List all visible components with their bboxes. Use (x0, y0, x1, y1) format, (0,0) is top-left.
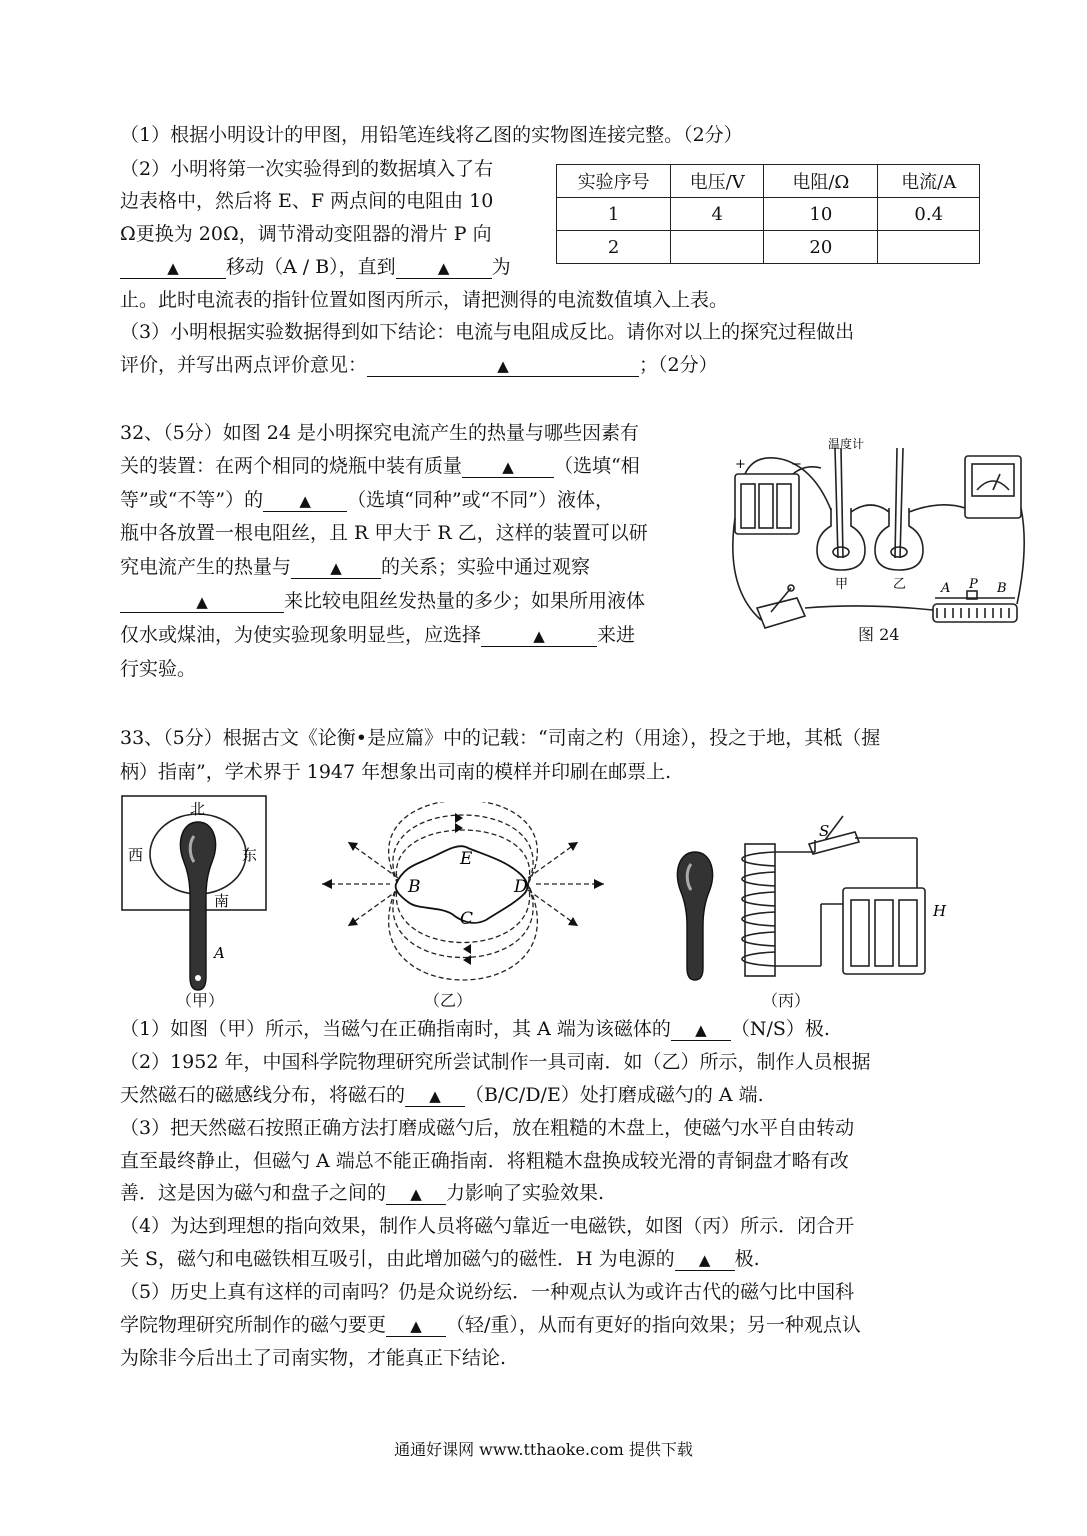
q31-part3-line1: （3）小明根据实验数据得到如下结论：电流与电阻成反比。请你对以上的探究过程做出 (120, 321, 855, 343)
rheostat-a-label: A (941, 581, 951, 596)
q31-part3-line2: 评价，并写出两点评价意见： ▲ ；（2分） (120, 354, 718, 376)
north-label: 北 (190, 800, 206, 818)
flask-yi-label: 乙 (893, 577, 907, 592)
q33-part1: （1）如图（甲）所示，当磁勺在正确指南时，其 A 端为该磁体的 ▲ （N/S）极. (120, 1018, 830, 1040)
q33-part5-line1: （5）历史上真有这样的司南吗？仍是众说纷纭．一种观点认为或许古代的磁勺比中国科 (120, 1281, 855, 1303)
point-c-label: C (460, 909, 474, 929)
west-label: 西 (128, 846, 144, 864)
q33-part2-line1: （2）1952 年，中国科学院物理研究所尝试制作一具司南．如（乙）所示，制作人员根据 (120, 1051, 871, 1073)
q32-line7: 仅水或煤油，为使实验现象明显些，应选择 ▲ 来进 (120, 624, 636, 646)
q33-part3-line1: （3）把天然磁石按照正确方法打磨成磁勺后，放在粗糙的木盘上，使磁勺水平自由转动 (120, 1117, 855, 1139)
point-b-label: B (408, 877, 421, 897)
q33-part3-line3: 善．这是因为磁勺和盘子之间的 ▲ 力影响了实验效果. (120, 1182, 605, 1204)
battery-minus-label: − (791, 457, 802, 472)
south-label: 南 (214, 892, 230, 910)
q31-part2-line2: 边表格中，然后将 E、F 两点间的电阻由 10 (120, 190, 494, 212)
q33-part4-line2: 关 S，磁勺和电磁铁相互吸引，由此增加磁勺的磁性．H 为电源的 ▲ 极. (120, 1248, 760, 1270)
battery-plus-label: + (735, 457, 746, 472)
table-cell: 0.4 (878, 198, 980, 231)
figure-jia-stamp (118, 792, 272, 1014)
answer-blank[interactable]: ▲ (386, 1314, 446, 1337)
figure-jia-caption: （甲） (176, 991, 225, 1010)
flask-jia-label: 甲 (835, 577, 849, 592)
q33-line1: 33、（5分）根据古文《论衡•是应篇》中的记载：“司南之杓（用途），投之于地，其柢（握 (120, 727, 881, 749)
table-cell: 10 (764, 198, 878, 231)
table-cell: 2 (557, 231, 671, 264)
answer-blank[interactable]: ▲ (386, 1182, 446, 1205)
table-header: 电流/A (878, 165, 980, 198)
q33-part4-line1: （4）为达到理想的指向效果，制作人员将磁勺靠近一电磁铁，如图（丙）所示．闭合开 (120, 1215, 855, 1237)
q33-part5-line3: 为除非今后出土了司南实物，才能真正下结论. (120, 1347, 507, 1369)
figure-24-caption: 图 24 (858, 625, 900, 644)
q31-part2-line3: Ω更换为 20Ω，调节滑动变阻器的滑片 P 向 (120, 223, 492, 245)
answer-blank[interactable]: ▲ (671, 1018, 731, 1041)
data-table (556, 164, 980, 264)
table-cell[interactable] (671, 231, 764, 264)
answer-blank[interactable]: ▲ (263, 489, 347, 512)
q33-part2-line2: 天然磁石的磁感线分布，将磁石的 ▲ （B/C/D/E）处打磨成磁勺的 A 端. (120, 1084, 764, 1106)
power-h-label: H (933, 902, 947, 920)
q31-part2-line4: ▲ 移动（A / B），直到 ▲ 为 (120, 254, 511, 280)
answer-blank[interactable]: ▲ (120, 590, 284, 613)
q31-part2-line1: （2）小明将第一次实验得到的数据填入了右 (120, 158, 494, 180)
answer-blank[interactable]: ▲ (367, 354, 639, 377)
answer-blank[interactable]: ▲ (405, 1084, 465, 1107)
rheostat-b-label: B (997, 581, 1007, 596)
q32-line8: 行实验。 (120, 658, 197, 680)
rheostat-p-label: P (969, 577, 978, 592)
answer-blank[interactable]: ▲ (462, 455, 554, 478)
table-header: 电压/V (671, 165, 764, 198)
q32-line5: 究电流产生的热量与 ▲ 的关系；实验中通过观察 (120, 556, 591, 578)
table-header: 电阻/Ω (764, 165, 878, 198)
answer-blank[interactable]: ▲ (291, 556, 381, 579)
spoon-a-label: A (214, 944, 225, 962)
thermometer-label: 温度计 (828, 438, 865, 451)
figure-yi-field-lines (318, 802, 608, 984)
answer-blank[interactable]: ▲ (675, 1248, 735, 1271)
q32-line1: 32、（5分）如图 24 是小明探究电流产生的热量与哪些因素有 (120, 422, 640, 444)
answer-blank[interactable]: ▲ (396, 256, 492, 279)
east-label: 东 (242, 846, 258, 864)
q33-line2: 柄）指南”，学术界于 1947 年想象出司南的模样并印刷在邮票上. (120, 761, 672, 783)
figure-bing-electromagnet (655, 792, 965, 987)
q32-line6: ▲ 来比较电阻丝发热量的多少；如果所用液体 (120, 588, 645, 614)
figure-bing-caption: （丙） (762, 991, 811, 1010)
figure-yi-caption: （乙） (424, 991, 473, 1010)
table-row (557, 198, 980, 231)
switch-s-label: S (819, 822, 830, 840)
table-cell: 1 (557, 198, 671, 231)
q32-line4: 瓶中各放置一根电阻丝，且 R 甲大于 R 乙，这样的装置可以研 (120, 522, 648, 544)
point-d-label: D (514, 877, 528, 897)
q33-part5-line2: 学院物理研究所制作的磁勺要更 ▲ （轻/重），从而有更好的指向效果；另一种观点认 (120, 1314, 861, 1336)
q32-line3: 等”或“不等”）的 ▲ （选填“同种”或“不同”）液体， (120, 489, 614, 511)
table-cell: 20 (764, 231, 878, 264)
q32-line2: 关的装置：在两个相同的烧瓶中装有质量 ▲ （选填“相 (120, 455, 640, 477)
q31-part1: （1）根据小明设计的甲图，用铅笔连线将乙图的实物图连接完整。（2分） (120, 124, 743, 146)
page-footer: 通通好课网 www.tthaoke.com 提供下载 (394, 1440, 693, 1459)
answer-blank[interactable]: ▲ (481, 624, 597, 647)
table-cell[interactable] (878, 231, 980, 264)
table-row (557, 231, 980, 264)
answer-blank[interactable]: ▲ (120, 256, 226, 279)
table-cell: 4 (671, 198, 764, 231)
figure-24-apparatus (725, 438, 1030, 643)
q31-part2-line5: 止。此时电流表的指针位置如图丙所示，请把测得的电流数值填入上表。 (120, 289, 729, 311)
table-header-row (557, 165, 980, 198)
point-e-label: E (460, 849, 473, 869)
table-header: 实验序号 (557, 165, 671, 198)
q33-part3-line2: 直至最终静止，但磁勺 A 端总不能正确指南．将粗糙木盘换成较光滑的青铜盘才略有改 (120, 1150, 849, 1172)
